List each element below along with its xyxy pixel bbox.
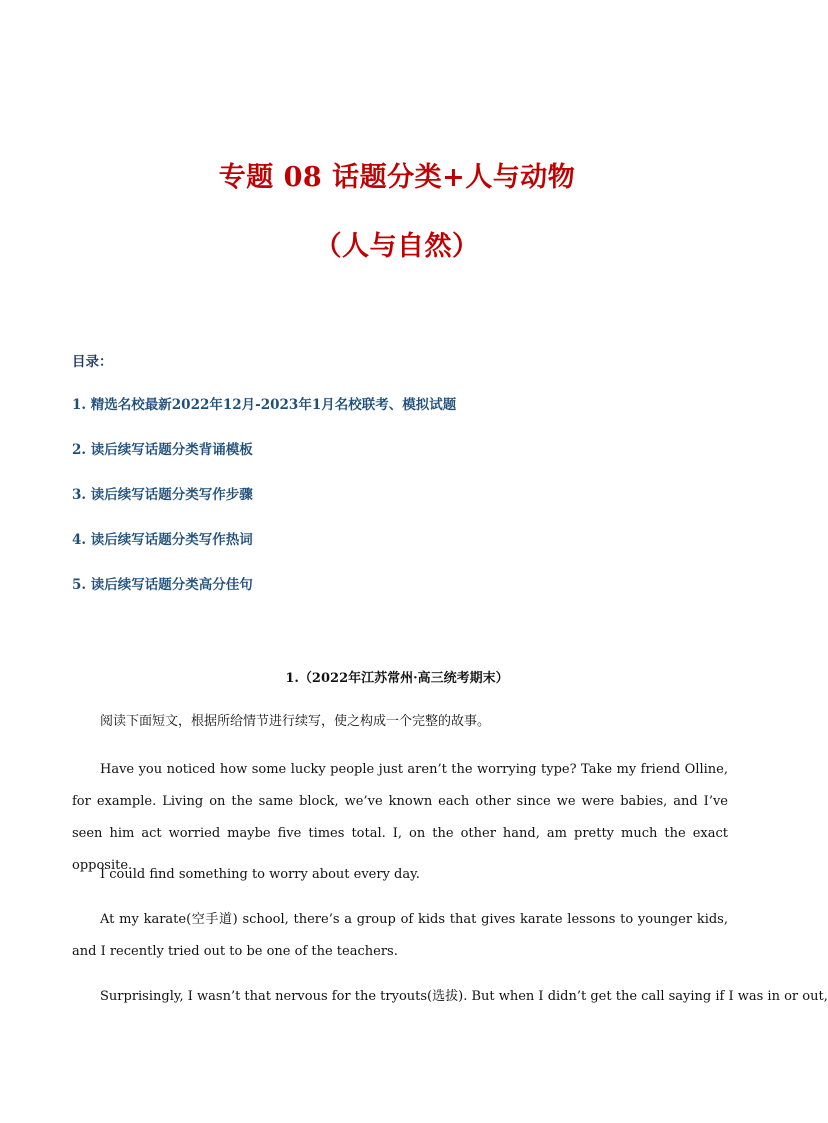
table-of-contents	[72, 395, 456, 620]
question-instruction: 阅读下面短文，根据所给情节进行续写，使之构成一个完整的故事。	[100, 714, 491, 729]
question-heading: 1.（2022年江苏常州·高三统考期末）	[285, 671, 509, 686]
document-subtitle: （人与自然）	[314, 231, 480, 262]
passage-paragraph-1: Have you noticed how some lucky people just aren’t the worrying type? Take my friend Olline, for example. Living on the same block, we’ve known each other since we were babies, and I’ve seen him act worried maybe five times total. I, on the other hand, am pretty much the exact opposite.	[72, 762, 728, 873]
passage-paragraph-4: Surprisingly, I wasn’t that nervous for the tryouts(选拔). But when I didn’t get the call saying if I was in or out,	[100, 989, 828, 1004]
passage-paragraph-3: At my karate(空手道) school, there’s a group of kids that gives karate lessons to younger kids, and I recently tried out to be one of the teachers.	[72, 912, 728, 959]
toc-item-4[interactable]: 4. 读后续写话题分类写作热词	[72, 532, 253, 548]
toc-item-2[interactable]: 2. 读后续写话题分类背诵模板	[72, 442, 253, 458]
passage-paragraph-2: I could find something to worry about every day.	[100, 867, 420, 882]
toc-item-5[interactable]: 5. 读后续写话题分类高分佳句	[72, 577, 253, 593]
document-title: 专题 08 话题分类+人与动物	[218, 162, 576, 193]
toc-heading: 目录：	[72, 354, 113, 370]
toc-item-1[interactable]: 1. 精选名校最新2022年12月-2023年1月名校联考、模拟试题	[72, 397, 457, 413]
toc-item-3[interactable]: 3. 读后续写话题分类写作步骤	[72, 487, 253, 503]
